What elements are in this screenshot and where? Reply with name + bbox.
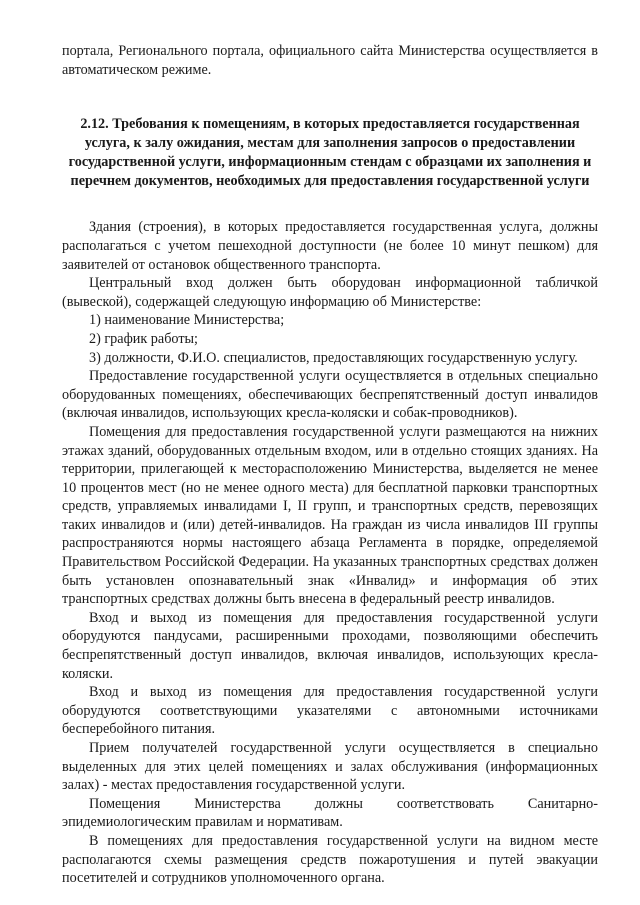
document-page <box>62 42 598 888</box>
paragraph-building-location: Здания (строения), в которых предоставляется государственная услуга, должны располагаться с учетом пешеходной доступности (не более 10 минут пешком) для заявителей от остановок общественного транспорта. <box>62 219 598 273</box>
section-heading: 2.12. Требования к помещениям, в которых предоставляется государственная услуга, к залу ожидания, местам для заполнения запросов о предоставлении государственной услуги, информационным стендам с образцами их заполнения и перечнем документов, необходимых для предоставления государственной услуги <box>68 116 592 189</box>
paragraph-sanitary: Помещения Министерства должны соответствовать Санитарно-эпидемиологическим правилам и нормативам. <box>62 795 598 831</box>
list-item-name: 1) наименование Министерства; <box>89 312 285 329</box>
intro-paragraph: портала, Регионального портала, официального сайта Министерства осуществляется в автоматическом режиме. <box>62 43 598 78</box>
paragraph-central-entrance: Центральный вход должен быть оборудован информационной табличкой (вывеской), содержащей следующую информацию об Министерстве: <box>62 275 598 310</box>
paragraph-ramps: Вход и выход из помещения для предоставления государственной услуги оборудуются пандусами, расширенными проходами, позволяющими обеспечить беспрепятственный доступ инвалидов, включая инвалидов, использующих кресла-коляски. <box>62 609 598 682</box>
paragraph-accessibility: Предоставление государственной услуги осуществляется в отдельных специально оборудованных помещениях, обеспечивающих беспрепятственный доступ инвалидов (включая инвалидов, использующих кресла-коляски и собак-проводников). <box>62 368 598 422</box>
paragraph-evacuation: В помещениях для предоставления государственной услуги на видном месте располагаются схемы размещения средств пожаротушения и путей эвакуации посетителей и сотрудников уполномоченного органа. <box>62 832 598 887</box>
list-item-schedule: 2) график работы; <box>89 330 198 347</box>
paragraph-reception: Прием получателей государственной услуги осуществляется в специально выделенных для этих целей помещениях и залах обслуживания (информационных залах) - местах предоставления государственной услуги. <box>62 740 598 794</box>
list-item-positions: 3) должности, Ф.И.О. специалистов, предоставляющих государственную услугу. <box>89 349 578 366</box>
paragraph-premises-parking: Помещения для предоставления государственной услуги размещаются на нижних этажах зданий, оборудованных отдельным входом, или в отдельно стоящих зданиях. На территории, прилегающей к месторасположению Министерства, выделяется не менее 10 процентов мест (но не менее одного места) для бесплатной парковки транспортных средств, управляемых инвалидами I, II групп, и транспортных средств, перевозящих таких инвалидов и (или) детей-инвалидов. На граждан из числа инвалидов III группы распространяются нормы настоящего абзаца Регламента в порядке, определяемой Правительством Российской Федерации. На указанных транспортных средствах должен быть установлен опознавательный знак «Инвалид» и информация об этих транспортных средствах должны быть внесена в федеральный реестр инвалидов. <box>62 423 598 608</box>
paragraph-signage: Вход и выход из помещения для предоставления государственной услуги оборудуются соответствующими указателями с автономными источниками бесперебойного питания. <box>62 684 598 738</box>
